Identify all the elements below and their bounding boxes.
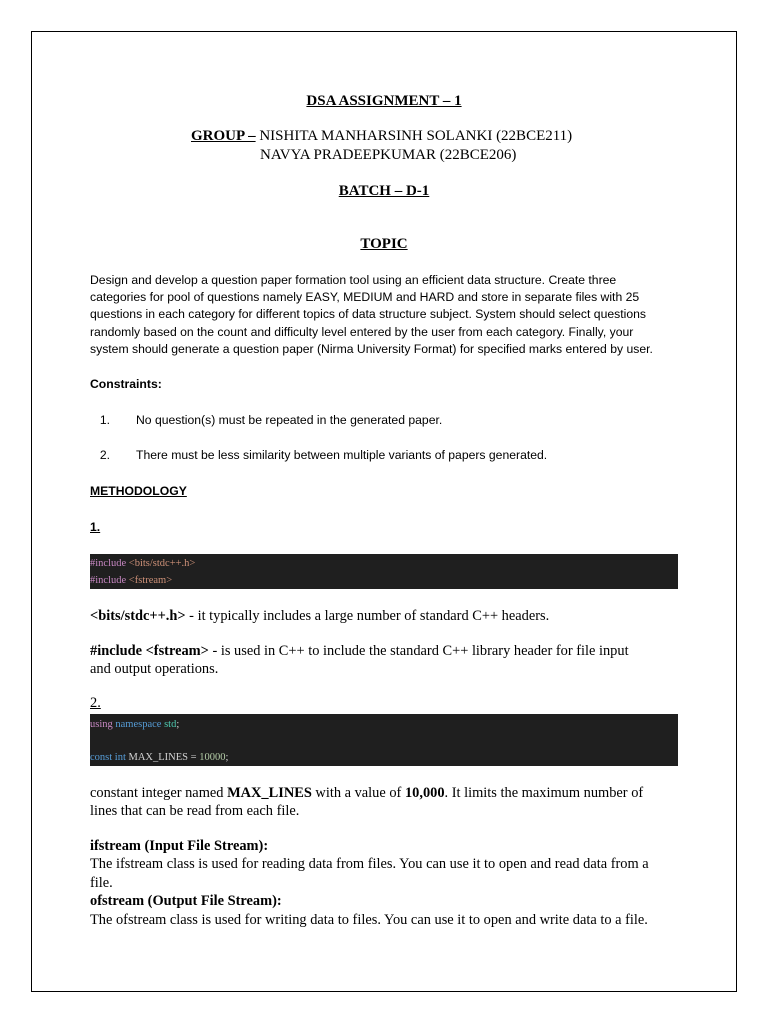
step-1-label: 1. (90, 520, 101, 534)
group-member-2: NAVYA PRADEEPKUMAR (22BCE206) (260, 147, 517, 163)
topic-paragraph (90, 272, 690, 358)
ifstream-line: The ifstream class is used for reading data from files. You can use it to open and read data from a (90, 856, 649, 873)
code-block-1 (90, 554, 678, 589)
explanation-text: - it typically includes a large number of standard C++ headers. (185, 608, 550, 624)
constraint-item-1 (90, 413, 690, 431)
step-2-label: 2. (90, 695, 101, 711)
explanation-text: constant integer named (90, 785, 228, 801)
code-line (90, 558, 195, 569)
topic-heading: TOPIC (360, 236, 408, 252)
code-line (90, 575, 172, 586)
explanation-max-lines (90, 784, 643, 821)
list-number: 2. (99, 448, 110, 462)
topic-line: randomly based on the count and difficulty level entered by the user from each category. Finally, your (90, 324, 634, 339)
topic-line: Design and develop a question paper formation tool using an efficient data structure. Create three (90, 273, 617, 287)
code-keyword: const (90, 752, 113, 763)
code-keyword: #include (90, 575, 129, 586)
code-keyword: using (90, 719, 113, 730)
code-punct: ; (176, 719, 180, 730)
code-keyword: namespace (112, 719, 162, 730)
code-line (90, 752, 228, 763)
topic-line: system should generate a question paper (Nirma University Format) for specified marks entered by user. (90, 341, 653, 356)
document-title: DSA ASSIGNMENT – 1 (306, 93, 462, 109)
ifstream-line: file. (90, 874, 113, 891)
code-block-2 (90, 714, 678, 766)
code-identifier: MAX_LINES = (125, 752, 200, 763)
bold-term: <bits/stdc++.h> (90, 608, 186, 624)
constraint-text: No question(s) must be repeated in the generated paper. (136, 413, 443, 427)
ofstream-line: The ofstream class is used for writing data to files. You can use it to open and write data to a file. (90, 911, 648, 928)
group-line (191, 128, 572, 145)
code-string: <bits/stdc++.h> (128, 558, 196, 569)
topic-line: categories for pool of questions namely EASY, MEDIUM and HARD and store in separate files with 25 (90, 290, 640, 305)
methodology-heading: METHODOLOGY (90, 484, 187, 498)
group-member-1: NISHITA MANHARSINH SOLANKI (22BCE211) (255, 128, 573, 144)
bold-term: 10,000 (404, 785, 445, 801)
explanation-bits-stdc (90, 607, 549, 625)
stream-section (90, 837, 649, 929)
code-namespace: std (161, 719, 177, 730)
group-label: GROUP – (191, 128, 256, 144)
code-line (90, 719, 179, 730)
code-punct: ; (225, 752, 229, 763)
constraint-text: There must be less similarity between multiple variants of papers generated. (136, 448, 548, 462)
explanation-fstream (90, 642, 629, 679)
topic-line: questions in each category for different topics of data structure subject. System should select questions (90, 307, 646, 322)
explanation-text: . It limits the maximum number of (444, 785, 644, 801)
code-keyword: #include (90, 558, 129, 569)
constraints-heading: Constraints: (90, 377, 162, 391)
bold-term: #include <fstream> (90, 643, 209, 659)
code-string: <fstream> (128, 575, 173, 586)
list-number: 1. (99, 413, 110, 427)
code-number: 10000 (199, 752, 226, 763)
code-type: int (112, 752, 126, 763)
ofstream-heading: ofstream (Output File Stream): (90, 893, 282, 910)
explanation-text: and output operations. (90, 661, 219, 678)
explanation-text: - is used in C++ to include the standard C++ library header for file input (208, 643, 629, 659)
explanation-text: with a value of (311, 785, 405, 801)
ifstream-heading: ifstream (Input File Stream): (90, 838, 269, 854)
explanation-text: lines that can be read from each file. (90, 803, 300, 820)
batch-heading: BATCH – D-1 (338, 183, 430, 199)
constraint-item-2 (90, 448, 690, 466)
bold-term: MAX_LINES (227, 785, 312, 801)
